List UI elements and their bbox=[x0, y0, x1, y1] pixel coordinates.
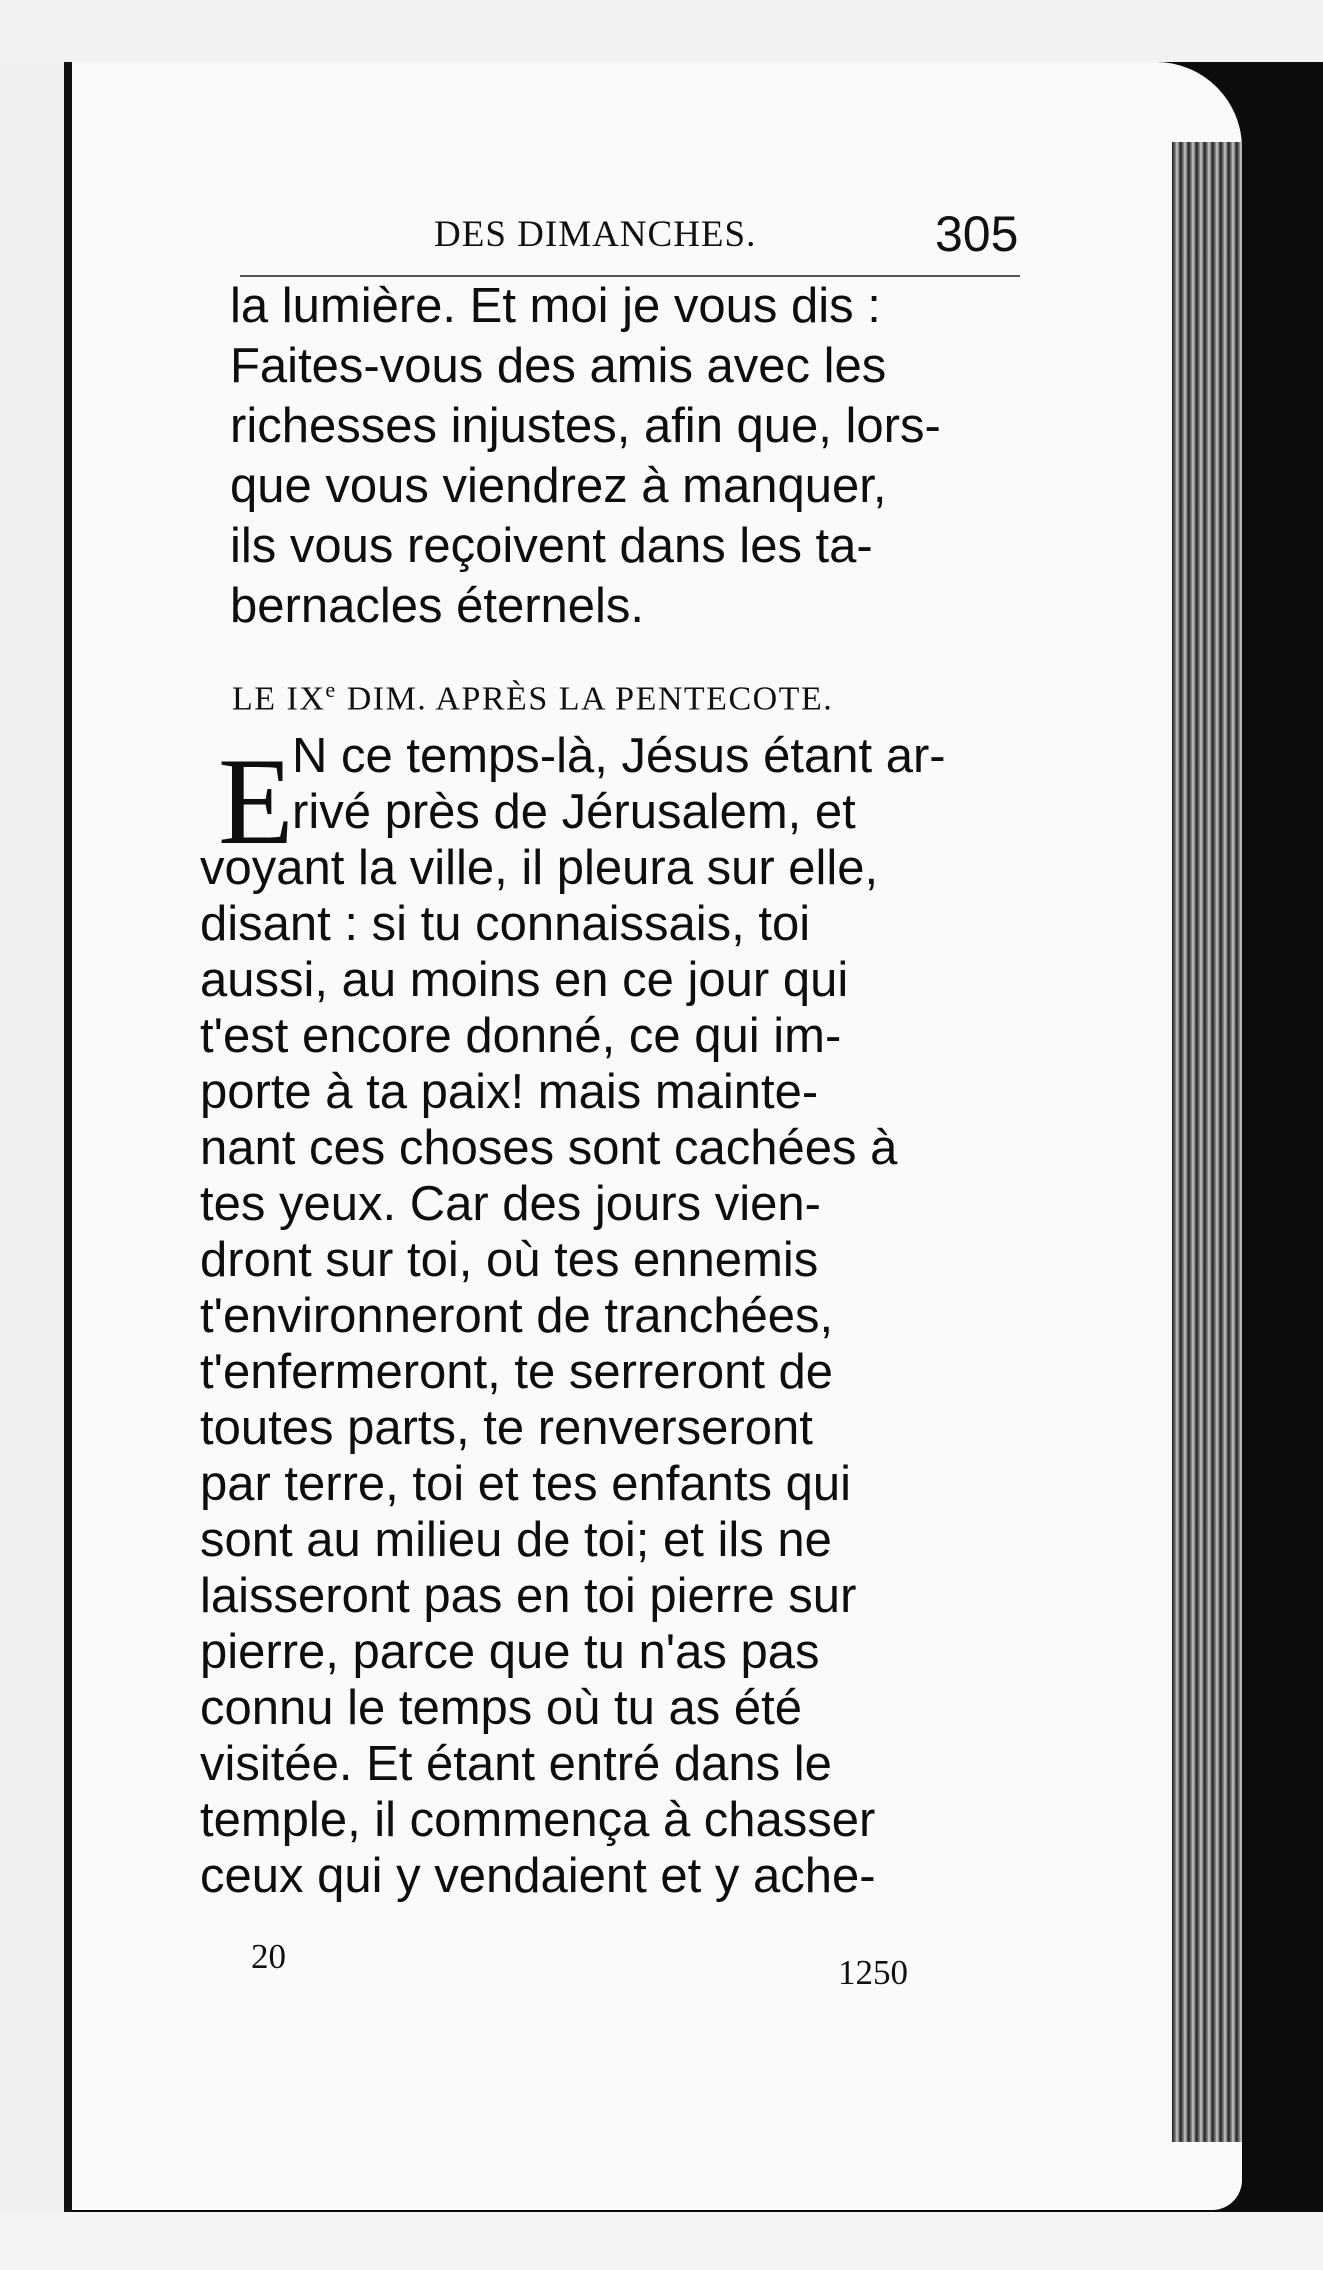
text-line: toutes parts, te renverseront bbox=[200, 1401, 813, 1455]
text-line: par terre, toi et tes enfants qui bbox=[200, 1457, 851, 1511]
scan-background-bottom bbox=[0, 2212, 1323, 2270]
text-line: dront sur toi, où tes ennemis bbox=[200, 1233, 819, 1287]
text-line: temple, il commença à chasser bbox=[200, 1793, 876, 1847]
text-line: pierre, parce que tu n'as pas bbox=[200, 1625, 820, 1679]
text-line: N ce temps-là, Jésus étant ar- bbox=[292, 729, 946, 783]
text-line: la lumière. Et moi je vous dis : bbox=[230, 279, 881, 333]
text-line: rivé près de Jérusalem, et bbox=[292, 785, 856, 839]
page-number: 305 bbox=[935, 206, 1019, 262]
signature-mark-left: 20 bbox=[251, 1937, 286, 1976]
heading-prefix: LE IX bbox=[232, 680, 326, 718]
text-line: aussi, au moins en ce jour qui bbox=[200, 953, 849, 1007]
text-line: nant ces choses sont cachées à bbox=[200, 1121, 898, 1175]
drop-cap: E bbox=[218, 733, 294, 870]
text-line: t'enfermeront, te serreront de bbox=[200, 1345, 834, 1399]
text-line: que vous viendrez à manquer, bbox=[230, 459, 887, 513]
facing-page-edge bbox=[0, 62, 72, 2212]
text-line: bernacles éternels. bbox=[230, 579, 645, 633]
text-line: t'est encore donné, ce qui im- bbox=[200, 1009, 842, 1063]
scan-background-top bbox=[0, 0, 1323, 62]
running-head: DES DIMANCHES. bbox=[434, 214, 757, 255]
text-line: richesses injustes, afin que, lors- bbox=[230, 399, 941, 453]
heading-suffix: DIM. APRÈS LA PENTECOTE. bbox=[336, 680, 834, 718]
text-line: voyant la ville, il pleura sur elle, bbox=[200, 841, 879, 895]
text-line: porte à ta paix! mais mainte- bbox=[200, 1065, 819, 1119]
text-line: ceux qui y vendaient et y ache- bbox=[200, 1849, 876, 1903]
text-line: connu le temps où tu as été bbox=[200, 1681, 802, 1735]
section-heading bbox=[232, 677, 1012, 718]
text-line: t'environneront de tranchées, bbox=[200, 1289, 834, 1343]
text-line: ils vous reçoivent dans les ta- bbox=[230, 519, 873, 573]
signature-mark-right: 1250 bbox=[838, 1953, 908, 1992]
page-edges bbox=[1172, 142, 1242, 2142]
text-line: tes yeux. Car des jours vien- bbox=[200, 1177, 821, 1231]
text-line: Faites-vous des amis avec les bbox=[230, 339, 887, 393]
text-line: sont au milieu de toi; et ils ne bbox=[200, 1513, 832, 1567]
text-line: disant : si tu connaissais, toi bbox=[200, 897, 811, 951]
page-header bbox=[240, 145, 1020, 277]
heading-superscript: e bbox=[325, 677, 337, 702]
text-line: visitée. Et étant entré dans le bbox=[200, 1737, 832, 1791]
text-line: laisseront pas en toi pierre sur bbox=[200, 1569, 857, 1623]
